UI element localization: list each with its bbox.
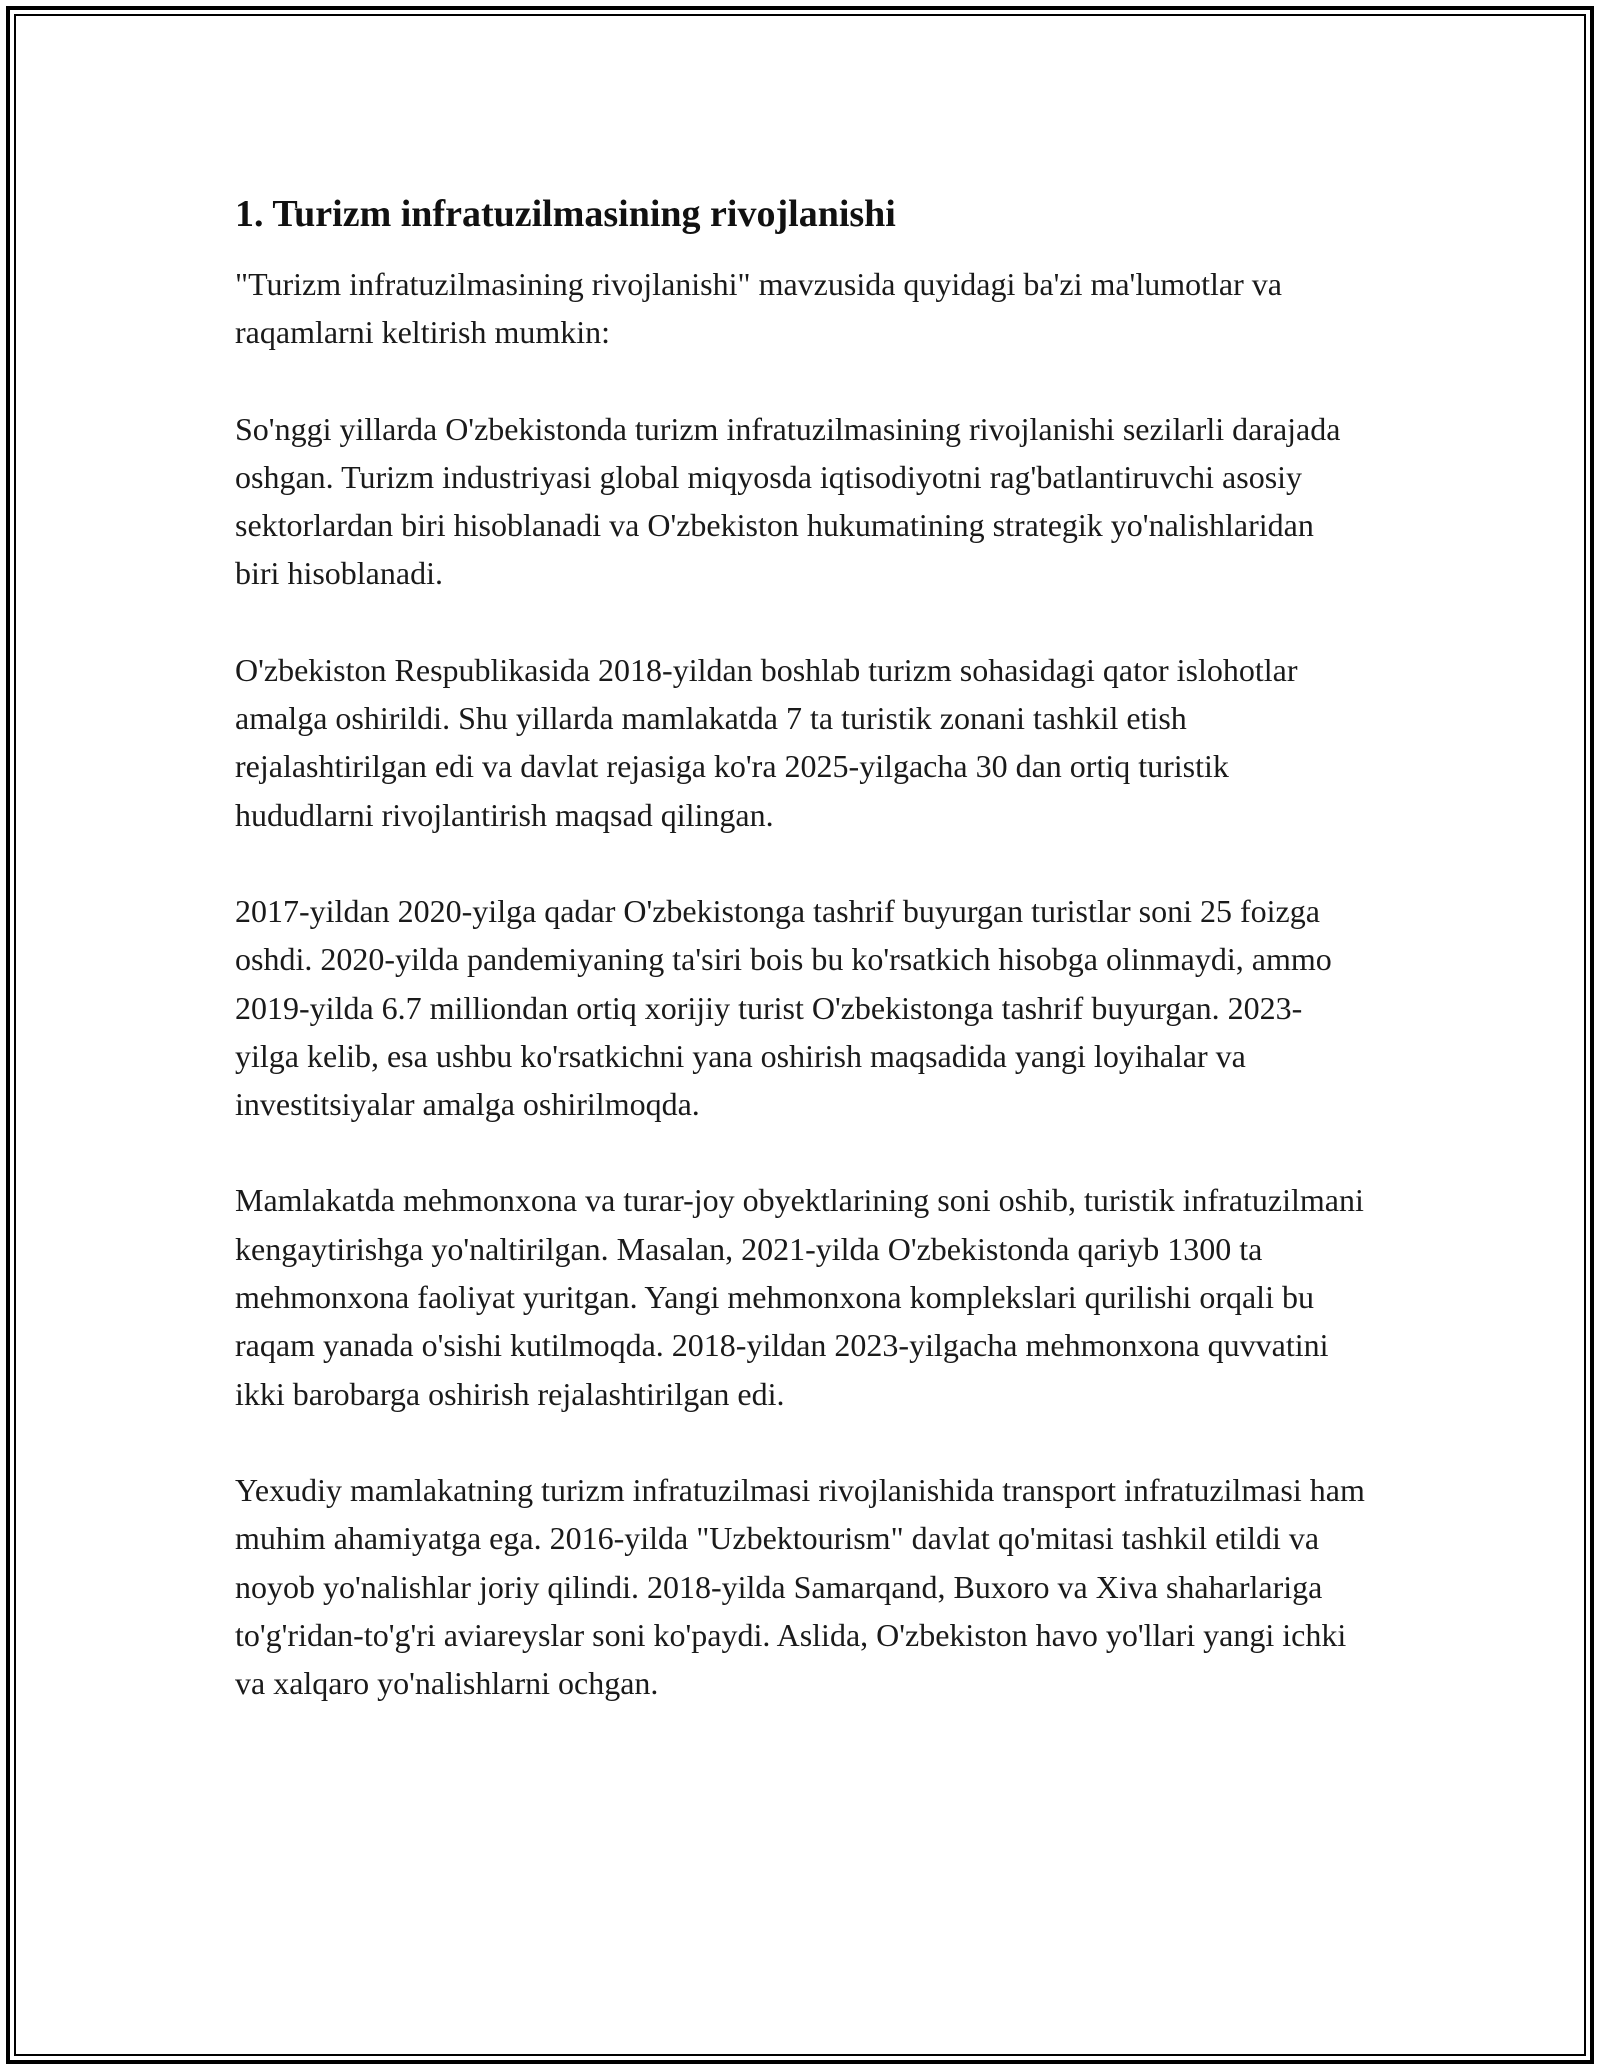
paragraph-reforms: O'zbekiston Respublikasida 2018-yildan boshlab turizm sohasidagi qator islohotlar amalga oshirildi. Shu yillarda mamlakatda 7 ta turistik zonani tashkil etish rejalashtirilgan edi va davlat rejasiga ko'ra 2025-yilgacha 30 dan ortiq turistik hududlarni rivojlantirish maqsad qilingan. — [235, 651, 1298, 833]
paragraph-intro: "Turizm infratuzilmasining rivojlanishi" mavzusida quyidagi ba'zi ma'lumotlar va raqamlarni keltirish mumkin: — [235, 266, 1282, 351]
paragraph-hotels: Mamlakatda mehmonxona va turar-joy obyektlarining soni oshib, turistik infratuzilmani kengaytirishga yo'naltirilgan. Masalan, 2021-yilda O'zbekistonda qariyb 1300 ta mehmonxona faoliyat yuritgan. Yangi mehmonxona komplekslari qurilishi orqali bu raqam yanada o'sishi kutilmoqda. 2018-yildan 2023-yilgacha mehmonxona quvvatini ikki barobarga oshirish rejalashtirilgan edi. — [235, 1182, 1364, 1412]
section-heading: 1. Turizm infratuzilmasining rivojlanishi — [235, 193, 896, 235]
document-body — [235, 188, 1365, 1707]
paragraph-overview: So'nggi yillarda O'zbekistonda turizm infratuzilmasining rivojlanishi sezilarli darajada oshgan. Turizm industriyasi global miqyosda iqtisodiyotni rag'batlantiruvchi asosiy sektorlardan biri hisoblanadi va O'zbekiston hukumatining strategik yo'nalishlaridan biri hisoblanadi. — [235, 410, 1341, 592]
paragraph-tourist-numbers: 2017-yildan 2020-yilga qadar O'zbekistonga tashrif buyurgan turistlar soni 25 foizga oshdi. 2020-yilda pandemiyaning ta'siri bois bu ko'rsatkich hisobga olinmaydi, ammo 2019-yilda 6.7 milliondan ortiq xorijiy turist O'zbekistonga tashrif buyurgan. 2023-yilga kelib, esa ushbu ko'rsatkichni yana oshirish maqsadida yangi loyihalar va investitsiyalar amalga oshirilmoqda. — [235, 892, 1332, 1123]
paragraph-transport: Yexudiy mamlakatning turizm infratuzilmasi rivojlanishida transport infratuzilmasi ham muhim ahamiyatga ega. 2016-yilda "Uzbektourism" davlat qo'mitasi tashkil etildi va noyob yo'nalishlar joriy qilindi. 2018-yilda Samarqand, Buxoro va Xiva shaharlariga to'g'ridan-to'g'ri aviareyslar soni ko'paydi. Aslida, O'zbekiston havo yo'llari yangi ichki va xalqaro yo'nalishlarni ochgan. — [235, 1471, 1365, 1702]
